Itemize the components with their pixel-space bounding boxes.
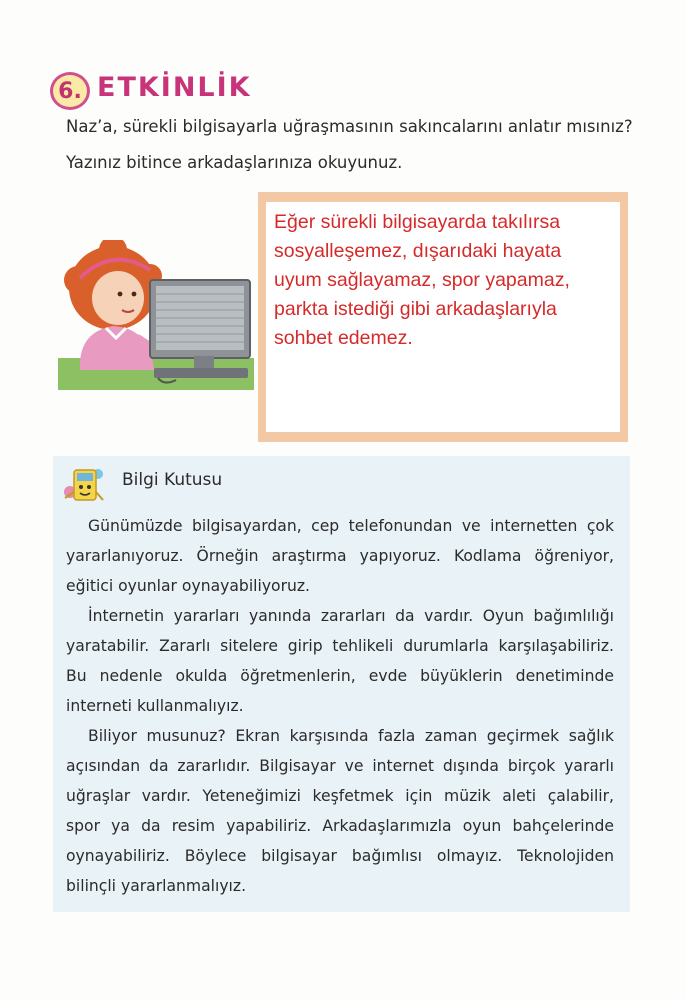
girl-at-computer-illustration [58, 240, 254, 390]
info-line-8: Biliyor musunuz? Ekran karşısında fazla zaman geçirmek sağlık [88, 727, 614, 745]
prompt-line-1: Naz’a, sürekli bilgisayarla uğraşmasının sakıncalarını anlatır mısınız? [66, 117, 633, 136]
info-line-2: yararlanıyoruz. Örneğin araştırma yapıyoruz. Kodlama öğreniyor, [66, 547, 614, 565]
book-character-icon [60, 462, 106, 508]
answer-line-4: parkta istediği gibi arkadaşlarıyla [274, 298, 557, 320]
answer-frame [258, 192, 628, 442]
info-line-4: İnternetin yararları yanında zararları da vardır. Oyun bağımlılığı [88, 607, 614, 625]
info-line-6: Bu nedenle okulda öğretmenlerin, evde büyüklerin denetiminde [66, 667, 614, 685]
prompt-line-2: Yazınız bitince arkadaşlarınıza okuyunuz. [66, 153, 403, 172]
activity-title: ETKİNLİK [97, 72, 252, 103]
info-line-3: eğitici oyunlar oynayabiliyoruz. [66, 577, 311, 595]
info-line-11: spor ya da resim yapabiliriz. Arkadaşlarımızla oyun bahçelerinde [66, 817, 614, 835]
activity-number-badge [50, 72, 90, 110]
info-line-10: uğraşlar vardır. Yeteneğimizi keşfetmek için müzik aleti çalabilir, [66, 787, 614, 805]
answer-line-5: sohbet edemez. [274, 327, 413, 349]
info-line-9: açısından da zararlıdır. Bilgisayar ve internet dışında birçok yararlı [66, 757, 614, 775]
info-line-12: oynayabiliriz. Böylece bilgisayar bağımlısı olmayız. Teknolojiden [66, 847, 614, 865]
info-line-7: interneti kullanmalıyız. [66, 697, 244, 715]
answer-line-2: sosyalleşemez, dışarıdaki hayata [274, 240, 562, 262]
answer-line-1: Eğer sürekli bilgisayarda takılırsa [274, 211, 561, 233]
info-line-13: bilinçli yararlanmalıyız. [66, 877, 247, 895]
answer-line-3: uyum sağlayamaz, spor yapamaz, [274, 269, 570, 291]
activity-number: 6. [58, 78, 82, 104]
info-line-1: Günümüzde bilgisayardan, cep telefonundan ve internetten çok [88, 517, 614, 535]
info-line-5: yaratabilir. Zararlı sitelere girip tehlikeli durumlarla karşılaşabiliriz. [66, 637, 614, 655]
info-box-title: Bilgi Kutusu [122, 470, 223, 490]
answer-area [266, 202, 620, 432]
